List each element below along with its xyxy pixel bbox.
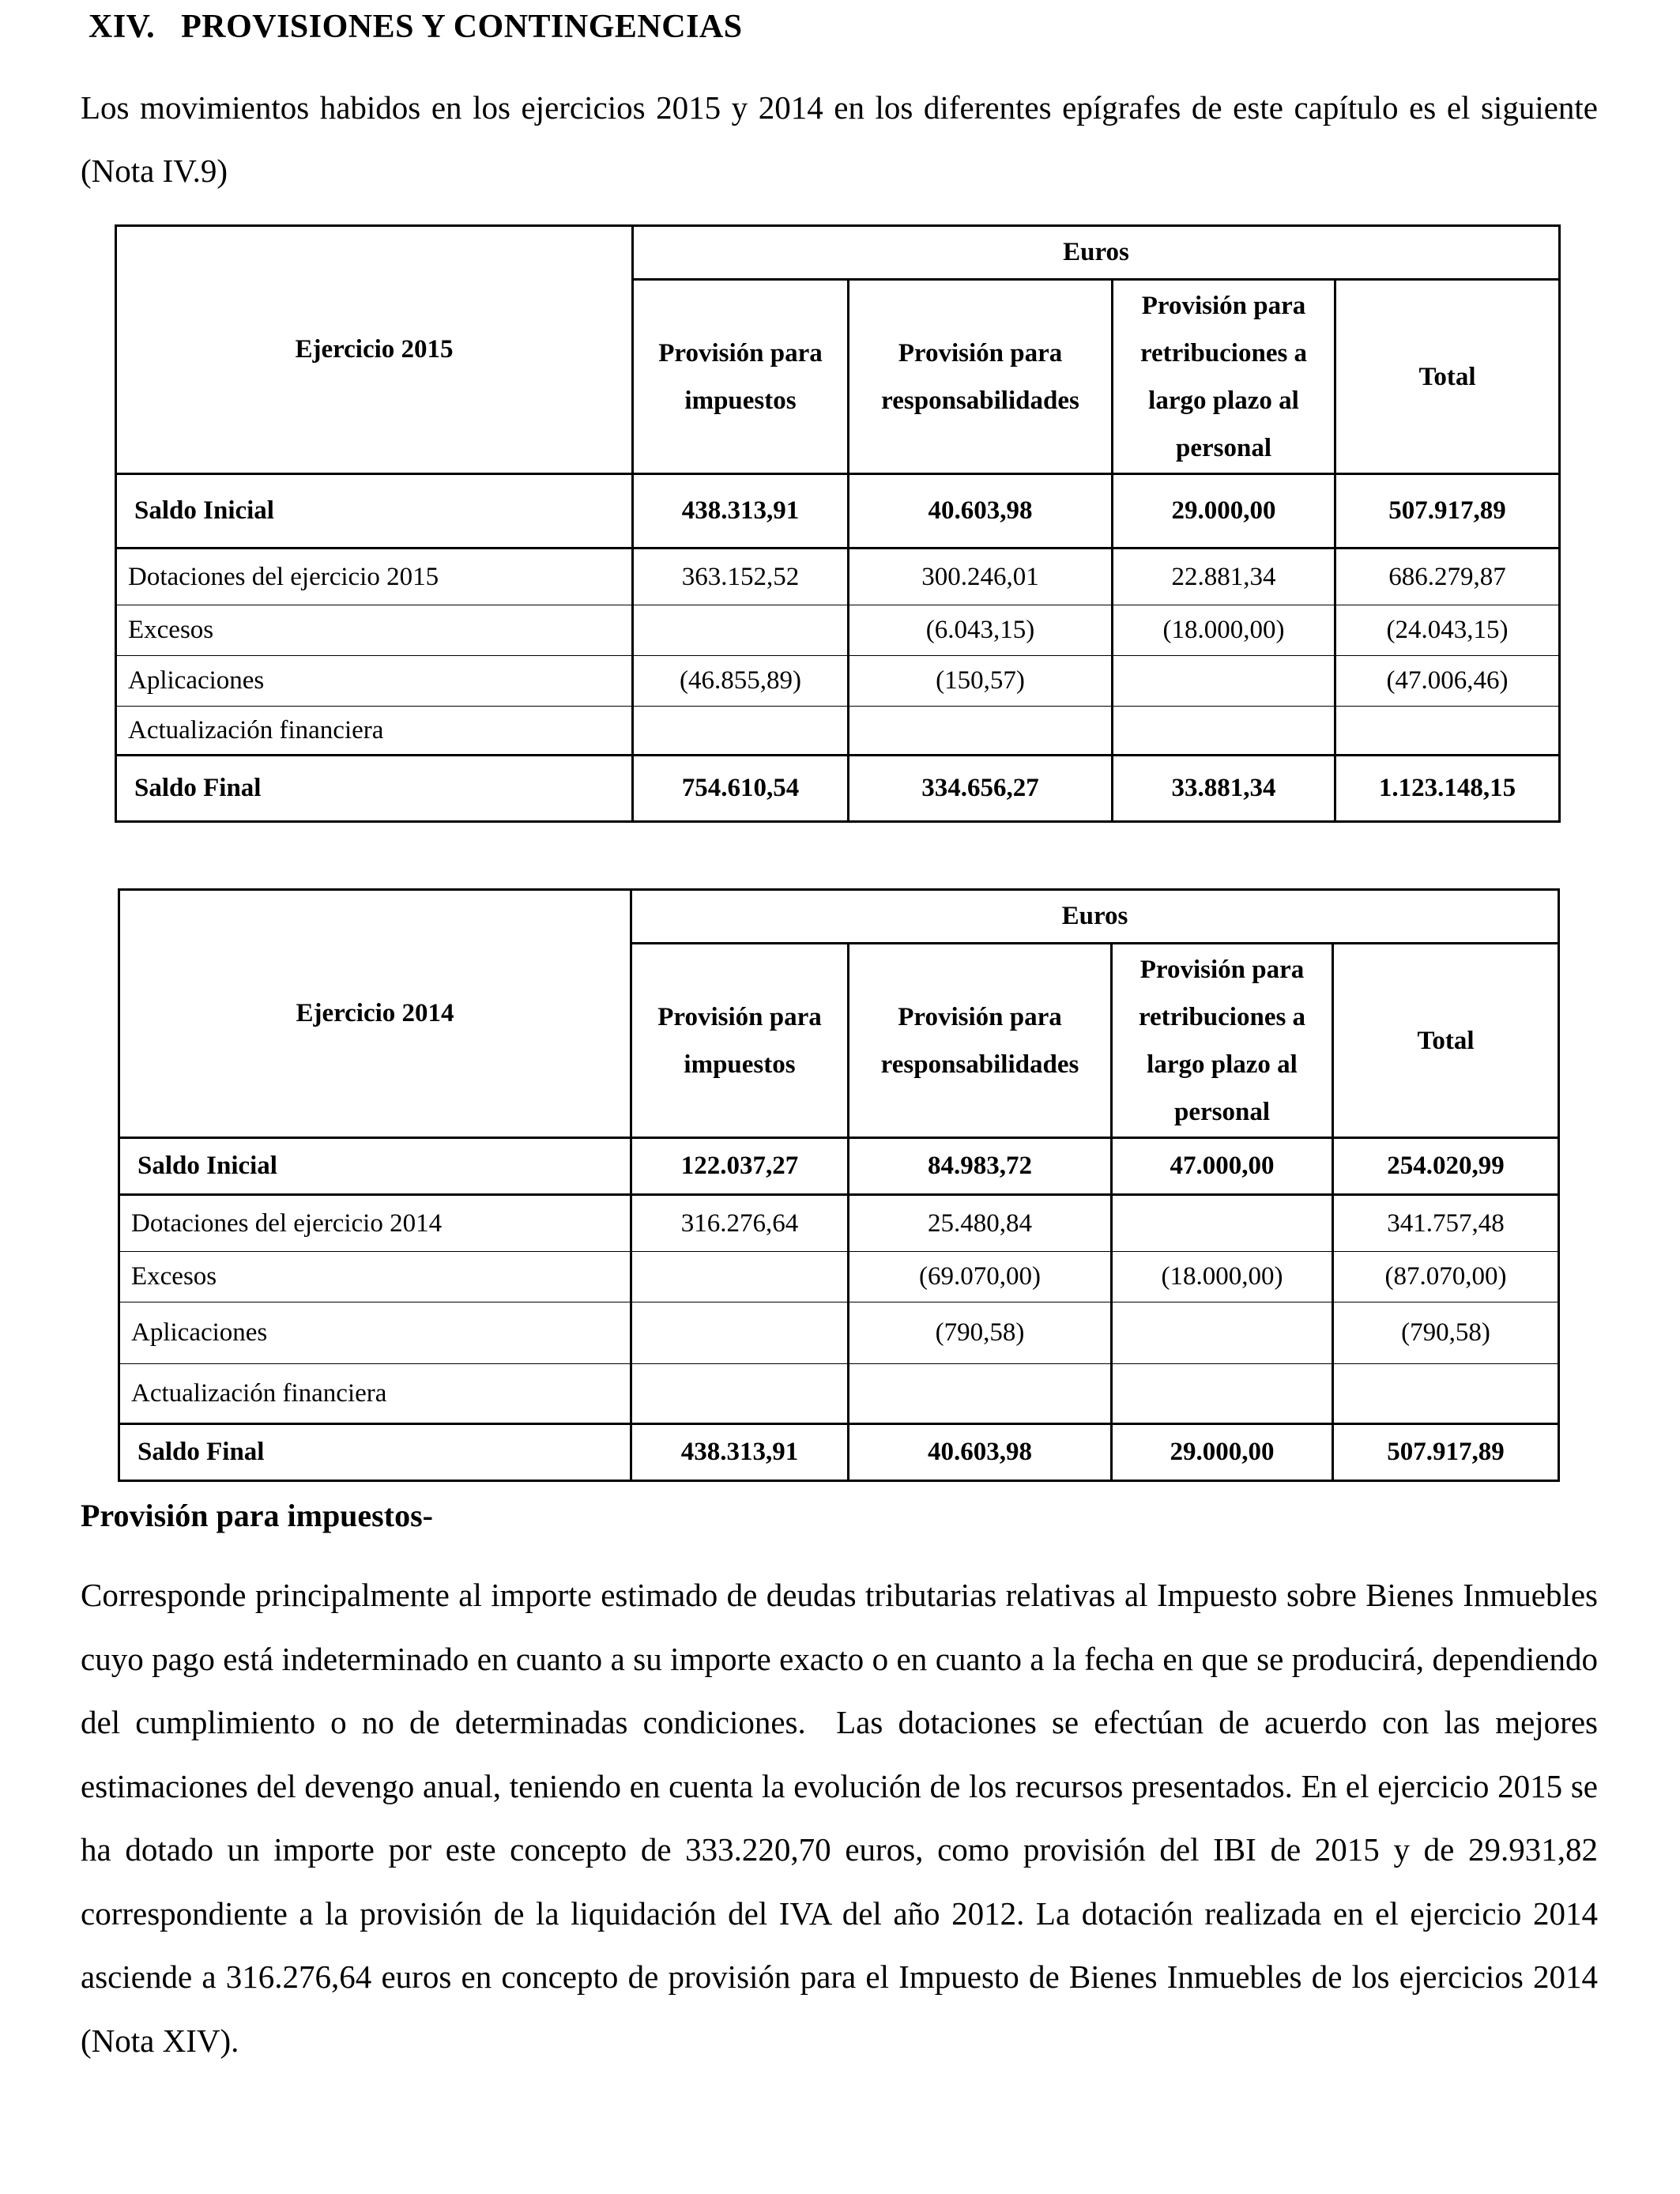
table-row (116, 605, 1560, 656)
row-label: Actualización financiera (116, 707, 633, 756)
cell-value: (47.006,46) (1335, 656, 1560, 707)
cell-value: 47.000,00 (1112, 1138, 1333, 1195)
cell-value (1335, 707, 1560, 756)
cell-value: 40.603,98 (849, 474, 1113, 548)
cell-value: 84.983,72 (849, 1138, 1112, 1195)
cell-value (849, 1364, 1112, 1424)
table-row (119, 1424, 1559, 1481)
table-row (119, 1364, 1559, 1424)
row-label: Excesos (119, 1252, 631, 1302)
table-2014-row-header: Ejercicio 2014 (119, 890, 631, 1138)
cell-value: 300.246,01 (849, 548, 1113, 605)
cell-value: 334.656,27 (849, 756, 1113, 822)
cell-value (631, 1252, 849, 1302)
cell-value: 363.152,52 (633, 548, 849, 605)
row-label: Excesos (116, 605, 633, 656)
cell-value (849, 707, 1113, 756)
row-label: Saldo Final (116, 756, 633, 822)
row-label: Dotaciones del ejercicio 2015 (116, 548, 633, 605)
cell-value (631, 1302, 849, 1364)
row-label: Saldo Inicial (116, 474, 633, 548)
row-label: Aplicaciones (116, 656, 633, 707)
section-heading: XIV. PROVISIONES Y CONTINGENCIAS (89, 9, 743, 45)
cell-value (1113, 656, 1335, 707)
cell-value: 122.037,27 (631, 1138, 849, 1195)
cell-value: (69.070,00) (849, 1252, 1112, 1302)
table-2014-col-total: Total (1333, 944, 1559, 1138)
table-row (119, 1252, 1559, 1302)
row-label: Dotaciones del ejercicio 2014 (119, 1195, 631, 1252)
cell-value: 316.276,64 (631, 1195, 849, 1252)
table-2015 (115, 224, 1561, 823)
cell-value (631, 1364, 849, 1424)
table-2015-row-header: Ejercicio 2015 (116, 226, 633, 474)
table-row (119, 1138, 1559, 1195)
intro-paragraph: Los movimientos habidos en los ejercicios 2015 y 2014 en los diferentes epígrafes de este capítulo es el siguiente (Nota IV.9) (81, 89, 1598, 189)
table-2014 (118, 888, 1560, 1482)
table-2015-col-retribuciones: Provisión para retribuciones a largo plazo al personal (1113, 280, 1335, 474)
table-row (116, 756, 1560, 822)
cell-value: 22.881,34 (1113, 548, 1335, 605)
cell-value: 1.123.148,15 (1335, 756, 1560, 822)
cell-value: 33.881,34 (1113, 756, 1335, 822)
table-2014-euros-header: Euros (631, 890, 1559, 944)
cell-value: (18.000,00) (1113, 605, 1335, 656)
cell-value: 25.480,84 (849, 1195, 1112, 1252)
table-row (116, 474, 1560, 548)
cell-value: (87.070,00) (1333, 1252, 1559, 1302)
row-label: Saldo Inicial (119, 1138, 631, 1195)
cell-value: 29.000,00 (1112, 1424, 1333, 1481)
table-row (119, 1302, 1559, 1364)
cell-value (633, 707, 849, 756)
table-row (116, 707, 1560, 756)
cell-value: (46.855,89) (633, 656, 849, 707)
row-label: Actualización financiera (119, 1364, 631, 1424)
table-row (116, 656, 1560, 707)
cell-value: 40.603,98 (849, 1424, 1112, 1481)
cell-value: 507.917,89 (1333, 1424, 1559, 1481)
cell-value (1112, 1364, 1333, 1424)
cell-value: 754.610,54 (633, 756, 849, 822)
table-2014-col-responsabilidades: Provisión para responsabilidades (849, 944, 1112, 1138)
cell-value: 29.000,00 (1113, 474, 1335, 548)
cell-value: 341.757,48 (1333, 1195, 1559, 1252)
table-2015-col-responsabilidades: Provisión para responsabilidades (849, 280, 1113, 474)
table-2015-col-total: Total (1335, 280, 1560, 474)
cell-value: (790,58) (849, 1302, 1112, 1364)
subsection-heading: Provisión para impuestos- (81, 1498, 433, 1533)
cell-value: (18.000,00) (1112, 1252, 1333, 1302)
cell-value: (150,57) (849, 656, 1113, 707)
cell-value: (790,58) (1333, 1302, 1559, 1364)
row-label: Aplicaciones (119, 1302, 631, 1364)
table-2014-col-retribuciones: Provisión para retribuciones a largo plazo al personal (1112, 944, 1333, 1138)
cell-value: 438.313,91 (631, 1424, 849, 1481)
cell-value (1112, 1195, 1333, 1252)
table-2015-col-impuestos: Provisión para impuestos (633, 280, 849, 474)
cell-value (1112, 1302, 1333, 1364)
table-row (116, 548, 1560, 605)
cell-value: (24.043,15) (1335, 605, 1560, 656)
table-row (119, 1195, 1559, 1252)
cell-value: (6.043,15) (849, 605, 1113, 656)
body-paragraph: Corresponde principalmente al importe estimado de deudas tributarias relativas al Impuesto sobre Bienes Inmuebles cuyo pago está indeterminado en cuanto a su importe exacto o en cuanto a la fecha en que se producirá, dependiendo del cumplimiento o no de determinadas condiciones. Las dotaciones se efectúan de acuerdo con las mejores estimaciones del devengo anual, teniendo en cuenta la evolución de los recursos presentados. En el ejercicio 2015 se ha dotado un importe por este concepto de 333.220,70 euros, como provisión del IBI de 2015 y de 29.931,82 correspondiente a la provisión de la liquidación del IVA del año 2012. La dotación realizada en el ejercicio 2014 asciende a 316.276,64 euros en concepto de provisión para el Impuesto de Bienes Inmuebles de los ejercicios 2014 (Nota XIV). (81, 1577, 1607, 2059)
cell-value (633, 605, 849, 656)
cell-value: 438.313,91 (633, 474, 849, 548)
row-label: Saldo Final (119, 1424, 631, 1481)
cell-value (1333, 1364, 1559, 1424)
cell-value: 686.279,87 (1335, 548, 1560, 605)
table-2014-col-impuestos: Provisión para impuestos (631, 944, 849, 1138)
cell-value (1113, 707, 1335, 756)
cell-value: 254.020,99 (1333, 1138, 1559, 1195)
table-2015-euros-header: Euros (633, 226, 1560, 280)
cell-value: 507.917,89 (1335, 474, 1560, 548)
